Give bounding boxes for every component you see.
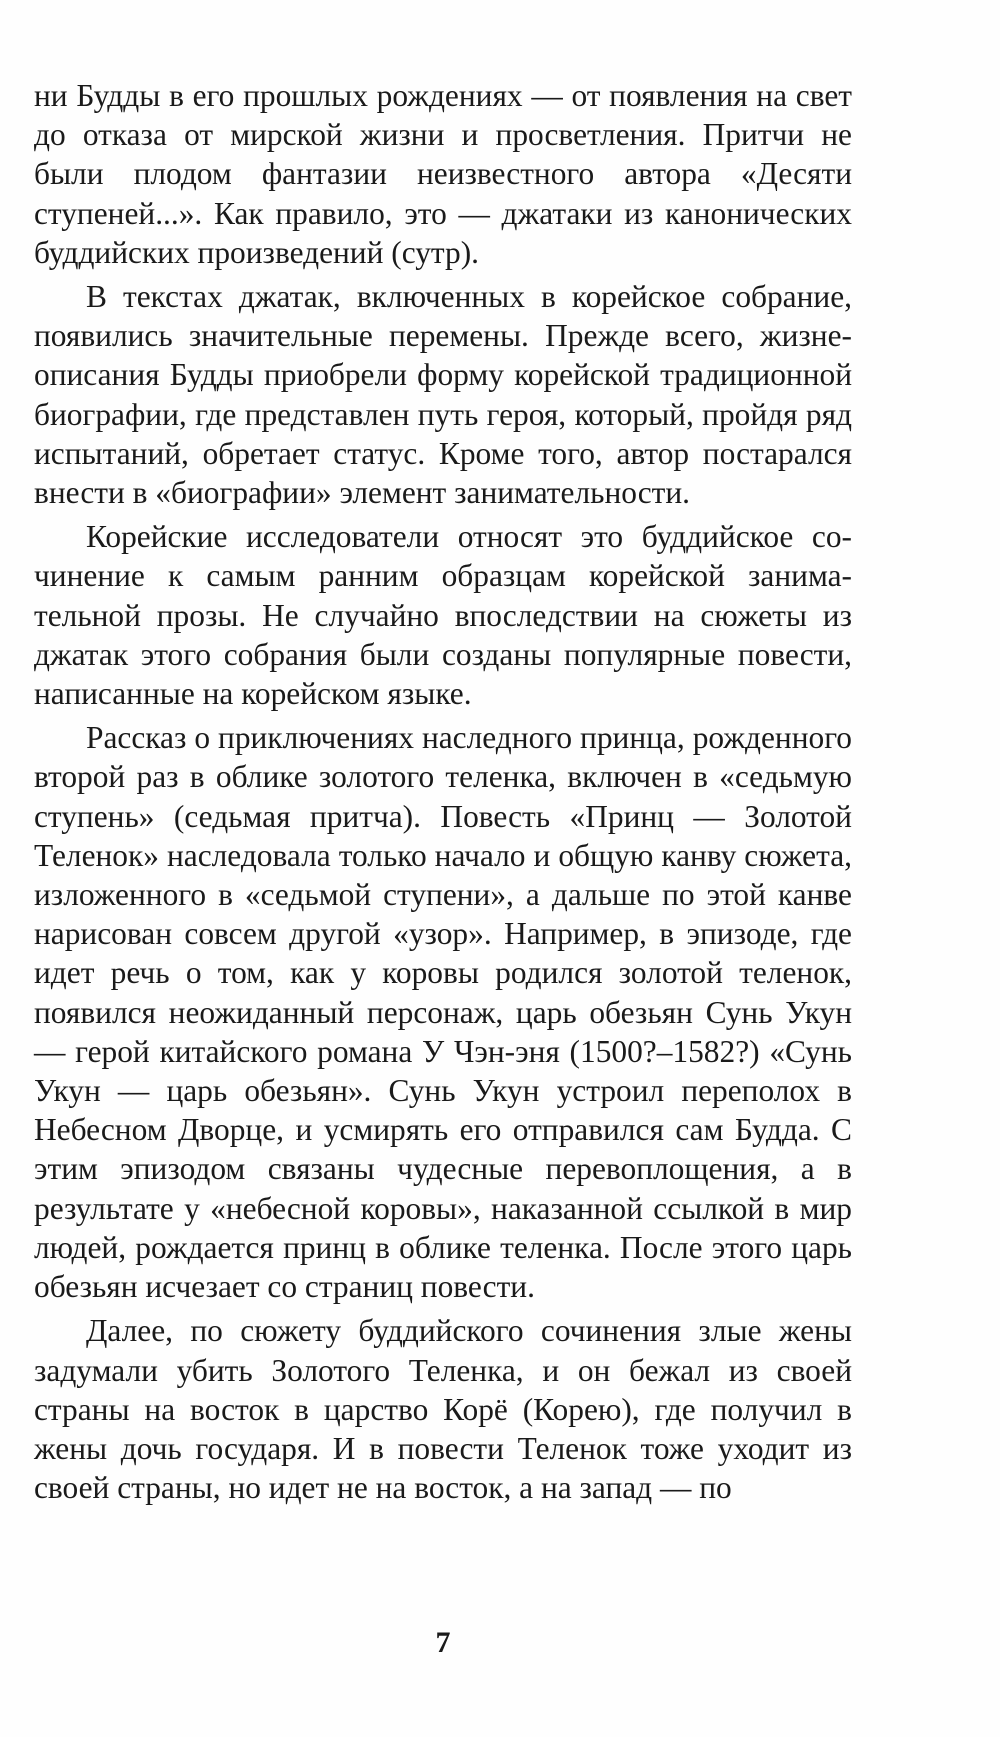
paragraph: Далее, по сюжету буддийского сочинения злые жены задумали убить Золотого Теленка, и он бежал из своей страны на восток в царство Корё (Корею), где получил в жены дочь государя. И в повести Теленок тоже уходит из своей страны, но идет не на восток, а на запад — по: [34, 1313, 852, 1506]
paragraph: ни Будды в его прошлых рождениях — от появления на свет до отказа от мирской жизни и просветления. Притчи не были плодом фантазии неизвестного автора «Десяти ступеней...». Как правило, это — джатаки из канонических буддийских произведений (сутр).: [34, 78, 852, 270]
paragraph: Рассказ о приключениях наследного принца, рожденного второй раз в облике золотого теленка, включен в «седьмую ступень» (седьмая притча). Повесть «Принц — Золотой Теленок» наследовала только начало и общую канву сюжета, изложенного в «седьмой ступени», а дальше по этой канве нарисован совсем другой «узор». Например, в эпизоде, где идет речь о том, как у коровы родился золотой теленок, появился неожиданный персонаж, царь обезьян Сунь Укун — герой китайского романа У Чэн-эня (1500?–1582?) «Сунь Укун — царь обезьян». Сунь Укун устроил переполох в Небесном Дворце, и усмирять его отправился сам Будда. С этим эпизодом связаны чудесные перевоплощения, а в результате у «небесной коровы», наказанной ссылкой в мир людей, рождается принц в облике теленка. После этого царь обезьян исчезает со страниц повести.: [34, 720, 852, 1305]
paragraph: Корейские исследователи относят это буддийское сочинение к самым ранним образцам корейской занимательной прозы. Не случайно впоследствии на сюжеты из джатак этого собрания были созданы популярные повести, написанные на корейском языке.: [34, 519, 852, 712]
body-text: [34, 76, 852, 1512]
paragraph: В текстах джатак, включенных в корейское собрание, появились значительные перемены. Прежде всего, жизнеописания Будды приобрели форму корейской традиционной биографии, где представлен путь героя, который, пройдя ряд испытаний, обретает статус. Кроме того, автор постарался внести в «биографии» элемент занимательности.: [34, 279, 852, 511]
page-number: 7: [435, 1626, 451, 1659]
